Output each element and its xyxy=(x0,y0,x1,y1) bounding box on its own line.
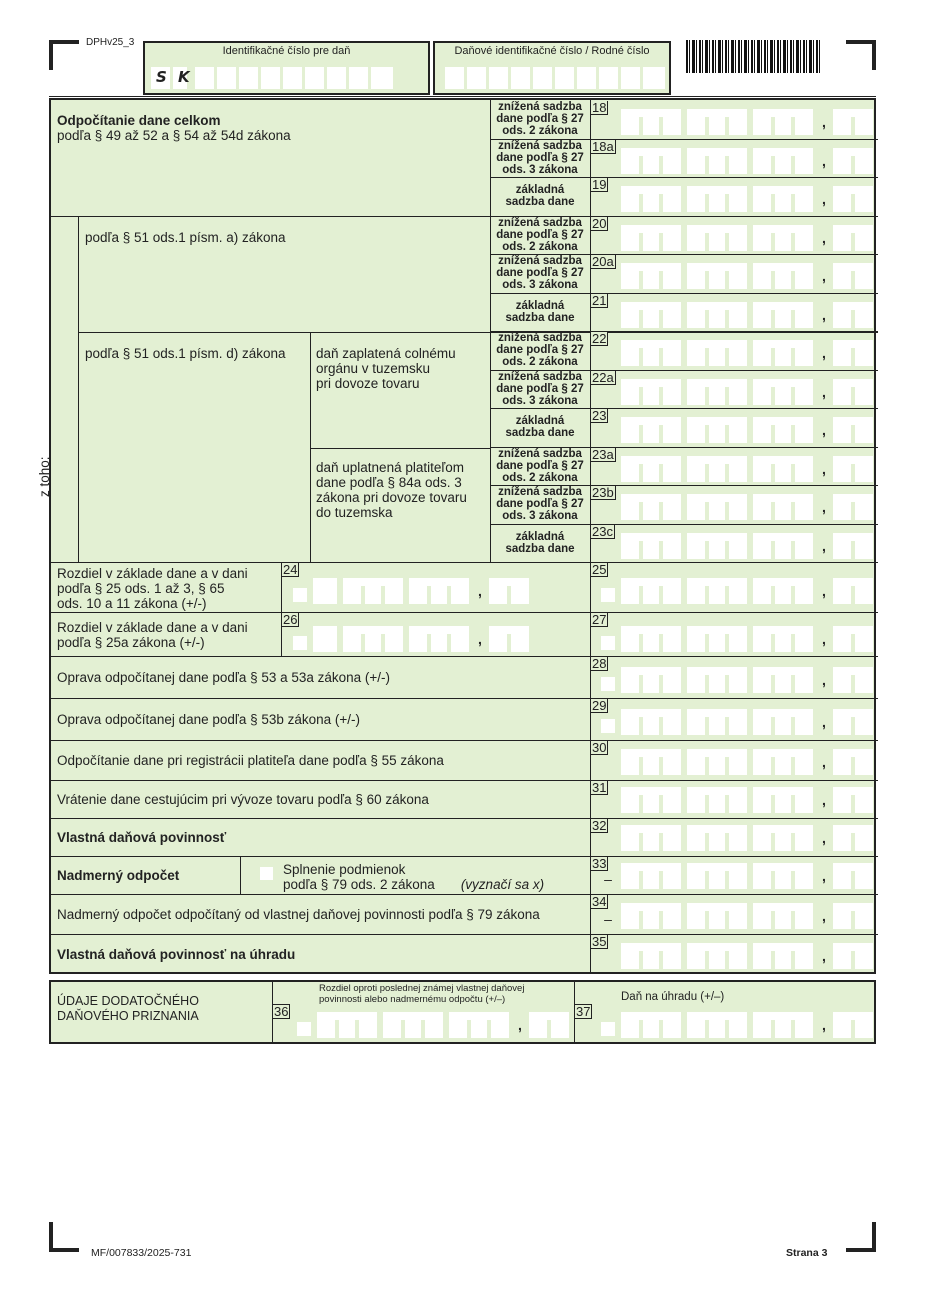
rate-label-line: ods. 2 zákona xyxy=(502,125,578,137)
rate-label-line: sadzba dane xyxy=(505,542,575,555)
rate-label-23b xyxy=(491,486,589,522)
field-31-input[interactable] xyxy=(601,787,879,813)
field-18-input[interactable] xyxy=(601,109,879,135)
field-number-32: 32 xyxy=(592,818,607,833)
field-number-29: 29 xyxy=(592,698,607,713)
dic-label: Daňové identifikačné číslo / Rodné číslo xyxy=(454,45,650,57)
field-number-21: 21 xyxy=(592,292,607,308)
title-line: DAŇOVÉHO PRIZNANIA xyxy=(57,1009,199,1023)
decimal-comma: , xyxy=(822,830,826,846)
prefix-s: S xyxy=(156,68,167,86)
rate-label-line: ods. 3 zákona xyxy=(502,279,578,291)
rate-label-line: znížená sadzba xyxy=(498,101,582,113)
dic-input[interactable] xyxy=(445,67,665,89)
field-number-27: 27 xyxy=(592,612,607,627)
row-26-label xyxy=(57,620,248,650)
rate-label-line: znížená sadzba xyxy=(498,139,582,152)
section-51d-sub1 xyxy=(316,346,456,391)
field-32-input[interactable] xyxy=(601,825,879,851)
field-24-input[interactable] xyxy=(293,578,535,604)
divider xyxy=(79,332,878,333)
divider xyxy=(51,612,878,613)
field-29-input[interactable] xyxy=(601,709,879,735)
rate-label-line: ods. 3 zákona xyxy=(502,394,578,407)
rate-label-line: znížená sadzba xyxy=(498,216,582,229)
field-number-22a: 22a xyxy=(592,369,614,385)
sign-box[interactable] xyxy=(601,677,615,691)
rate-label-line: znížená sadzba xyxy=(498,370,582,383)
sign-box[interactable] xyxy=(601,636,615,650)
sign-box[interactable] xyxy=(297,1022,311,1036)
sign-box[interactable] xyxy=(601,588,615,602)
divider xyxy=(51,216,878,217)
field-23-input[interactable] xyxy=(601,417,879,443)
rate-label-line: dane podľa § 27 xyxy=(496,113,584,125)
rate-label-18a xyxy=(491,140,589,176)
line-label-30: Odpočítanie dane pri registrácii platiteľa dane podľa § 55 zákona xyxy=(57,753,444,768)
rate-label-line: znížená sadzba xyxy=(498,486,582,498)
divider xyxy=(51,934,878,935)
label-line: podľa § 25a zákona (+/-) xyxy=(57,635,205,650)
field-20a-input[interactable] xyxy=(601,263,879,289)
line-label-35: Vlastná daňová povinnosť na úhradu xyxy=(57,947,296,962)
title-line: ÚDAJE DODATOČNÉHO xyxy=(57,994,199,1008)
field-number-23b: 23b xyxy=(592,485,614,500)
rate-label-line: znížená sadzba xyxy=(498,332,582,344)
divider xyxy=(490,293,878,294)
label-line: ods. 10 a 11 zákona (+/-) xyxy=(57,596,207,611)
divider xyxy=(51,698,878,699)
field-37-label: Daň na úhradu (+/–) xyxy=(621,991,725,1003)
decimal-comma: , xyxy=(822,754,826,770)
rate-label-line: znížená sadzba xyxy=(498,255,582,267)
divider xyxy=(51,894,878,895)
field-number-23: 23 xyxy=(592,408,607,423)
tax-id-input[interactable] xyxy=(151,67,393,89)
corner-mark-top-left xyxy=(49,40,79,70)
decimal-comma: , xyxy=(822,672,826,688)
rate-label-line: dane podľa § 27 xyxy=(496,267,584,279)
rate-label-line: dane podľa § 27 xyxy=(496,459,584,472)
decimal-comma: , xyxy=(822,422,826,438)
label-line: Rozdiel v základe dane a v dani xyxy=(57,566,248,581)
rate-label-20 xyxy=(491,217,589,253)
rate-label-line: dane podľa § 27 xyxy=(496,228,584,241)
sub2-line: zákona pri dovoze tovaru xyxy=(316,490,467,505)
line-label-29: Oprava odpočítanej dane podľa § 53b zákona (+/-) xyxy=(57,712,361,727)
field-number-24: 24 xyxy=(283,562,298,577)
rate-label-line: ods. 2 zákona xyxy=(502,356,578,368)
rate-label-line: základná xyxy=(515,184,565,196)
rate-label-line: znížená sadzba xyxy=(498,447,582,460)
field-number-34: 34 xyxy=(592,894,607,909)
field-23a-input[interactable] xyxy=(601,456,879,482)
decimal-comma: , xyxy=(822,868,826,884)
decimal-comma: , xyxy=(478,631,482,647)
divider xyxy=(51,562,878,563)
decimal-comma: , xyxy=(518,1017,522,1033)
label-line: Rozdiel v základe dane a v dani xyxy=(57,620,248,635)
condition-checkbox[interactable] xyxy=(260,867,273,880)
field-number-26: 26 xyxy=(283,612,298,627)
rate-label-line: ods. 2 zákona xyxy=(502,471,578,484)
rate-label-22a xyxy=(491,371,589,407)
decimal-comma: , xyxy=(822,345,826,361)
decimal-comma: , xyxy=(822,583,826,599)
field-37-input[interactable] xyxy=(601,1012,879,1038)
divider xyxy=(51,656,878,657)
line-label-32: Vlastná daňová povinnosť xyxy=(57,830,227,845)
sign-box[interactable] xyxy=(293,588,307,602)
label-line: povinnosti alebo nadmernému odpočtu (+/–) xyxy=(319,994,506,1005)
decimal-comma: , xyxy=(822,714,826,730)
decimal-comma: , xyxy=(822,499,826,515)
label-line: Rozdiel oproti poslednej známej vlastnej daňovej xyxy=(319,983,525,994)
field-33-input[interactable] xyxy=(601,863,879,889)
rate-label-line: základná xyxy=(515,299,565,312)
divider xyxy=(490,408,878,409)
section-total-title xyxy=(57,113,291,143)
decimal-comma: , xyxy=(822,908,826,924)
line-label-34: Nadmerný odpočet odpočítaný od vlastnej daňovej povinnosti podľa § 79 zákona xyxy=(57,907,540,922)
divider xyxy=(51,818,878,819)
field-26-input[interactable] xyxy=(293,626,535,652)
decimal-comma: , xyxy=(478,583,482,599)
minus-sign: – xyxy=(604,911,612,927)
field-36-input[interactable] xyxy=(297,1012,575,1038)
rate-label-23c xyxy=(491,531,589,555)
rate-label-18 xyxy=(491,101,589,137)
sub2-line: daň uplatnená platiteľom xyxy=(316,460,465,475)
decimal-comma: , xyxy=(822,1017,826,1033)
field-number-20: 20 xyxy=(592,215,607,231)
section-total-title-text: Odpočítanie dane celkom xyxy=(57,113,221,128)
divider xyxy=(51,740,878,741)
section-51d-label: podľa § 51 ods.1 písm. d) zákona xyxy=(85,346,286,361)
field-25-input[interactable] xyxy=(601,578,879,604)
sign-box[interactable] xyxy=(601,1022,615,1036)
field-number-18: 18 xyxy=(592,100,607,115)
field-number-19: 19 xyxy=(592,177,607,192)
rate-label-line: dane podľa § 27 xyxy=(496,498,584,510)
decimal-comma: , xyxy=(822,152,826,169)
decimal-comma: , xyxy=(822,631,826,647)
field-23b-input[interactable] xyxy=(601,494,879,520)
field-number-18a: 18a xyxy=(592,138,614,154)
field-number-23a: 23a xyxy=(592,446,614,462)
decimal-comma: , xyxy=(822,114,826,130)
rate-label-23a xyxy=(491,448,589,484)
divider xyxy=(240,856,241,894)
field-36-label xyxy=(319,983,524,1005)
decimal-comma: , xyxy=(822,537,826,554)
sub1-line: daň zaplatená colnému xyxy=(316,346,456,361)
condition-text xyxy=(283,862,544,892)
rate-label-line: sadzba dane xyxy=(505,196,575,208)
header-divider xyxy=(49,96,876,97)
prefix-k: K xyxy=(178,68,190,86)
decimal-comma: , xyxy=(822,268,826,284)
corner-mark-top-right xyxy=(846,40,876,70)
decimal-comma: , xyxy=(822,229,826,246)
row-24-label xyxy=(57,566,248,611)
sub1-line: orgánu v tuzemsku xyxy=(316,361,431,376)
line-label-28: Oprava odpočítanej dane podľa § 53 a 53a zákona (+/-) xyxy=(57,670,391,685)
rate-label-22 xyxy=(491,332,589,368)
sub1-line: pri dovoze tovaru xyxy=(316,376,420,391)
tax-id-label: Identifikačné číslo pre daň xyxy=(222,45,351,57)
sign-box[interactable] xyxy=(293,636,307,650)
supplementary-title xyxy=(57,994,199,1024)
corner-mark-bottom-right xyxy=(846,1222,876,1252)
rate-label-line: ods. 3 zákona xyxy=(502,510,578,522)
rate-label-19 xyxy=(491,184,589,208)
field-number-20a: 20a xyxy=(592,254,614,269)
field-number-28: 28 xyxy=(592,656,607,671)
rate-label-line: sadzba dane xyxy=(505,311,575,324)
rate-label-line: základná xyxy=(515,530,565,543)
main-form xyxy=(37,98,876,974)
line-label-33: Nadmerný odpočet xyxy=(57,868,180,883)
barcode xyxy=(686,40,822,73)
field-28-input[interactable] xyxy=(601,667,879,693)
section-51a-label: podľa § 51 ods.1 písm. a) zákona xyxy=(85,230,286,245)
field-number-25: 25 xyxy=(592,562,607,577)
divider xyxy=(51,856,878,857)
corner-mark-bottom-left xyxy=(49,1222,79,1252)
decimal-comma: , xyxy=(822,460,826,477)
dic-box xyxy=(433,41,671,95)
field-18a-input[interactable] xyxy=(601,148,879,174)
tax-id-box xyxy=(143,41,430,95)
divider xyxy=(490,177,878,178)
rate-label-line: základná xyxy=(515,415,565,427)
field-number-36: 36 xyxy=(274,1004,289,1019)
field-19-input[interactable] xyxy=(601,186,879,212)
sign-box[interactable] xyxy=(601,719,615,733)
document-id: MF/007833/2025-731 xyxy=(91,1247,192,1259)
field-23c-input[interactable] xyxy=(601,533,879,559)
condition-line2: podľa § 79 ods. 2 zákona xyxy=(283,877,435,892)
field-34-input[interactable] xyxy=(601,903,879,929)
rate-label-21 xyxy=(491,300,589,324)
field-number-35: 35 xyxy=(592,934,607,949)
rate-label-23 xyxy=(491,415,589,439)
field-21-input[interactable] xyxy=(601,302,879,328)
divider xyxy=(310,448,490,449)
rate-label-line: ods. 2 zákona xyxy=(502,240,578,253)
rate-label-20a xyxy=(491,255,589,291)
field-number-31: 31 xyxy=(592,780,607,795)
page-number: Strana 3 xyxy=(786,1247,828,1259)
condition-line1: Splnenie podmienok xyxy=(283,862,406,877)
section-total-subtitle: podľa § 49 až 52 a § 54 až 54d zákona xyxy=(57,128,291,143)
field-22a-input[interactable] xyxy=(601,379,879,405)
field-35-input[interactable] xyxy=(601,943,879,969)
field-27-input[interactable] xyxy=(601,626,879,652)
decimal-comma: , xyxy=(822,792,826,808)
line-label-31: Vrátenie dane cestujúcim pri vývoze tovaru podľa § 60 zákona xyxy=(57,792,429,807)
decimal-comma: , xyxy=(822,948,826,964)
rate-label-line: sadzba dane xyxy=(505,427,575,439)
condition-hint: (vyznačí sa x) xyxy=(460,877,545,892)
z-toho-column xyxy=(37,217,79,562)
rate-label-line: ods. 3 zákona xyxy=(502,163,578,176)
section-51d-sub2 xyxy=(316,460,467,520)
divider xyxy=(310,332,311,563)
supplementary-section xyxy=(49,980,876,1044)
sub2-line: do tuzemska xyxy=(316,505,393,520)
field-number-37: 37 xyxy=(576,1004,591,1019)
field-22-input[interactable] xyxy=(601,340,879,366)
sub2-line: dane podľa § 84a ods. 3 xyxy=(316,475,462,490)
rate-label-line: dane podľa § 27 xyxy=(496,151,584,164)
field-number-22: 22 xyxy=(592,331,607,346)
field-20-input[interactable] xyxy=(601,225,879,251)
field-number-23c: 23c xyxy=(592,523,613,539)
rate-label-line: dane podľa § 27 xyxy=(496,344,584,356)
decimal-comma: , xyxy=(822,191,826,207)
field-number-30: 30 xyxy=(592,740,607,755)
z-toho-label: z toho: xyxy=(37,456,52,497)
divider xyxy=(51,780,878,781)
minus-sign: – xyxy=(604,871,612,887)
field-30-input[interactable] xyxy=(601,749,879,775)
divider xyxy=(490,524,878,525)
rate-label-line: dane podľa § 27 xyxy=(496,382,584,395)
form-code: DPHv25_3 xyxy=(86,37,135,48)
decimal-comma: , xyxy=(822,383,826,400)
label-line: podľa § 25 ods. 1 až 3, § 65 xyxy=(57,581,225,596)
decimal-comma: , xyxy=(822,306,826,323)
field-number-33: 33 xyxy=(592,856,607,871)
